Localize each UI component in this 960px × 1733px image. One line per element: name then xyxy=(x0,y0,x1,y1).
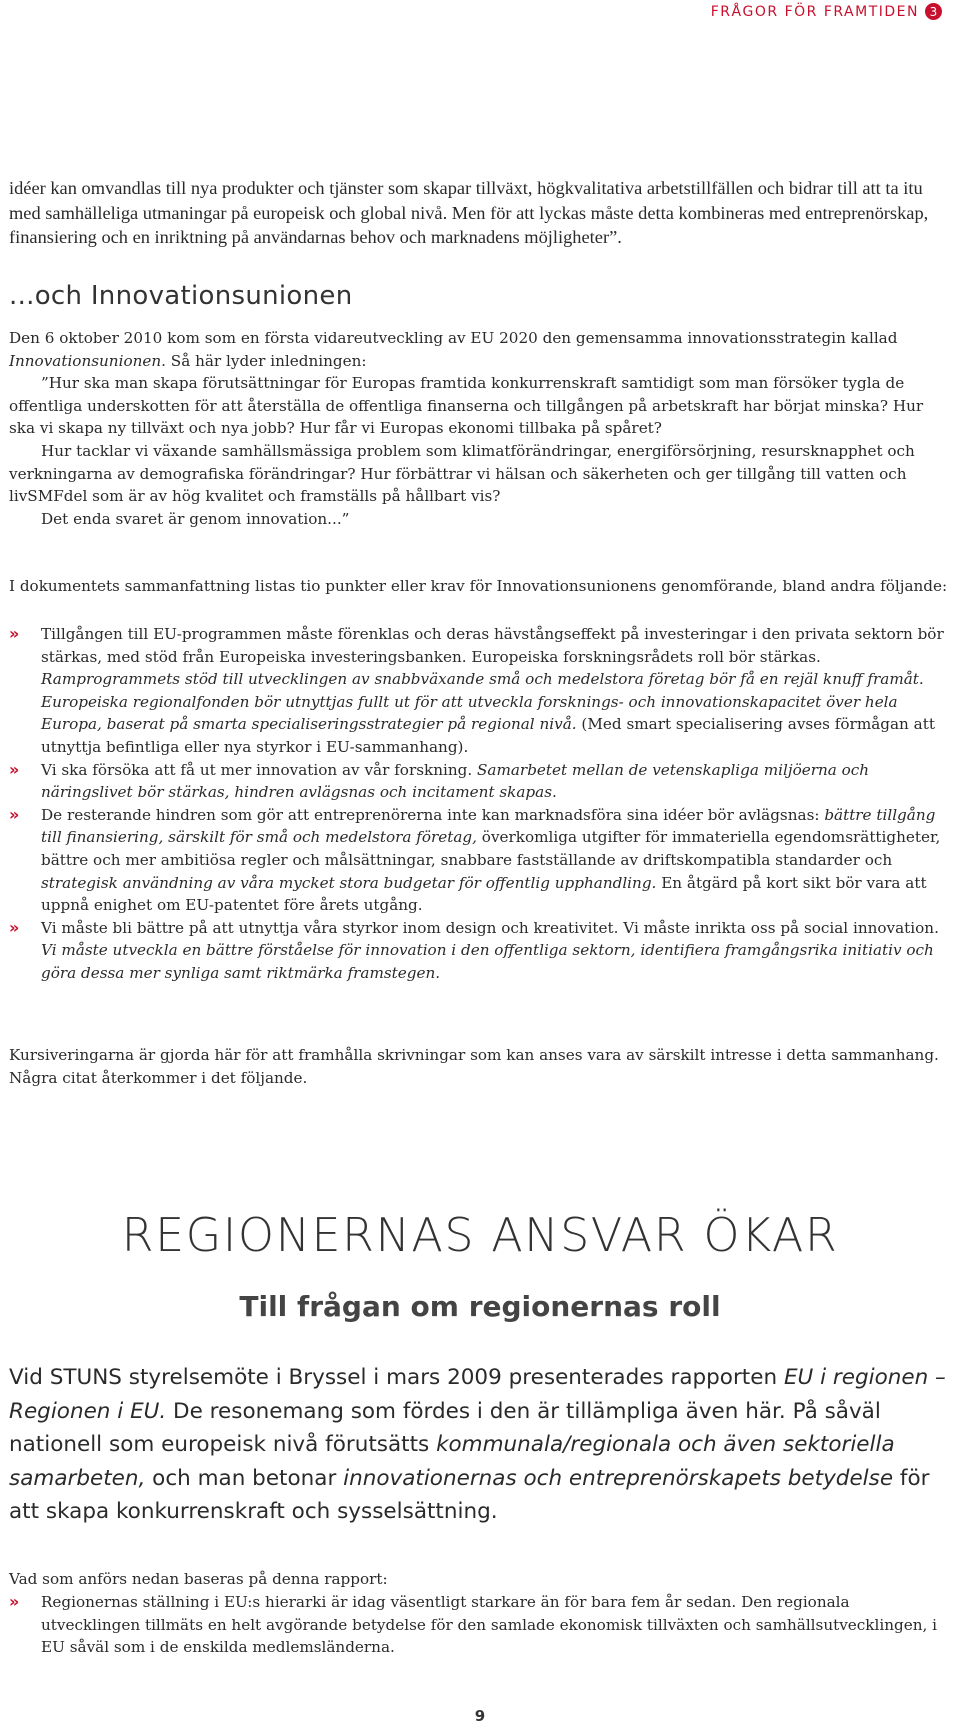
summary-paragraph: I dokumentets sammanfattning listas tio punkter eller krav för Innovationsunionens genomförande, bland andra följande: xyxy=(9,577,948,595)
bullet-chevron-icon: » xyxy=(9,759,20,779)
bullet-text: De resterande hindren som gör att entreprenörerna inte kan marknadsföra sina idéer bör avlägsnas: xyxy=(41,805,825,824)
italics-note: Kursiveringarna är gjorda här för att framhålla skrivningar som kan anses vara av särskilt intresse i detta sammanhang. Några citat återkommer i det följande. xyxy=(9,1046,939,1087)
innovation-bullet-list xyxy=(9,623,951,985)
bullet-text: Vi ska försöka att få ut mer innovation av vår forskning. xyxy=(41,760,478,779)
lead-paragraph xyxy=(9,1361,951,1529)
bullet-italic-text: strategisk användning av våra mycket stora budgetar för offentlig upphandling. xyxy=(41,873,657,892)
running-head-label: FRÅGOR FÖR FRAMTIDEN xyxy=(710,3,919,20)
lead-italic-report-title: EU i regionen – Regionen i EU. xyxy=(9,1365,946,1424)
section-subtitle: Till frågan om regionernas roll xyxy=(239,1290,721,1323)
list-item xyxy=(9,1591,951,1659)
intro-paragraph: idéer kan omvandlas till nya produkter och tjänster som skapar tillväxt, högkvalitativa arbetstillfällen och bidrar till att ta itu med samhälleliga utmaningar på europeisk och global nivå. Men för att lyckas måste detta kombineras med entreprenörskap, finansiering och en inriktning på användarnas behov och marknadens möjligheter”. xyxy=(9,178,929,247)
lead-text-a: Vid STUNS styrelsemöte i Bryssel i mars 2009 presenterades rapporten xyxy=(9,1365,784,1390)
bullet-text: En åtgärd på kort sikt bör vara att uppnå enighet om EU-patentet före årets utgång. xyxy=(41,873,927,915)
bullet-italic-text: Samarbetet mellan de vetenskapliga miljöerna och näringslivet bör stärkas, hindren avlägsnas och incitament skapas. xyxy=(41,760,870,802)
lead-text xyxy=(9,1361,951,1529)
bullet-text: Tillgången till EU-programmen måste förenklas och deras hävstångseffekt på investeringar i den privata sektorn bör stärkas, med stöd från Europeiska investeringsbanken. Europeiska forskningsrådets roll bör stärkas. xyxy=(41,625,944,666)
section-title-regionernas: REGIONERNAS ANSVAR ÖKAR xyxy=(121,1208,839,1262)
bullet-text: (Med smart specialisering avses förmågan att utnyttja befintliga eller nya styrkor i EU-sammanhang). xyxy=(41,715,935,756)
bullet-text: Regionernas ställning i EU:s hierarki är idag väsentligt starkare än för bara fem år sedan. Den regionala utvecklingen tillmäts en helt avgörande betydelse för den samlade ekonomisk tillväxten och samhällsutvecklingen, i EU såväl som i de enskilda medlemsländerna. xyxy=(41,1593,937,1657)
p1-text-b: Så här lyder inledningen: xyxy=(165,351,367,370)
bullet-italic-text: Ramprogrammets stöd till utvecklingen av snabbväxande små och medelstora företag bör få en rejäl knuff framåt. Europeiska regionalfonden bör utnyttjas fullt ut för att utveckla forsknings- och innovationskapacitet över hela Europa, baserat på smarta specialiseringsstrategier på regional nivå. xyxy=(41,670,924,734)
list-item xyxy=(9,623,951,759)
p1-italic: Innovationsunionen. xyxy=(9,351,166,370)
list-item xyxy=(9,804,951,917)
lead-text-d: för att skapa konkurrenskraft och sysselsättning. xyxy=(9,1465,930,1524)
page-number: 9 xyxy=(474,1707,486,1725)
bullet-chevron-icon: » xyxy=(9,917,20,937)
bullet-italic-text: bättre tillgång till finansiering, särskilt för små och medelstora företag, xyxy=(41,805,936,847)
lead-text-b: De resonemang som fördes i den är tillämpliga även här. På såväl nationell som europeisk nivå förutsätts xyxy=(9,1398,881,1457)
section-heading-innovationsunionen: ...och Innovationsunionen xyxy=(9,281,353,311)
quote-paragraph-1: ”Hur ska man skapa förutsättningar för Europas framtida konkurrenskraft samtidigt som man försöker tygla de offentliga underskotten för att återställa de offentliga finanserna och tillgången på arbetskraft har börjat minska? Hur ska vi skapa ny tillväxt och nya jobb? Hur får vi Europas ekonomi tillbaka på spåret? xyxy=(9,374,924,438)
quote-paragraph-3: Det enda svaret är genom innovation...” xyxy=(41,509,350,528)
intro-paragraph-innovation xyxy=(9,327,951,372)
bullet-italic-text: Vi måste utveckla en bättre förståelse för innovation i den offentliga sektorn, identifiera framgångsrika initiativ och göra dessa mer synliga samt riktmärka framstegen. xyxy=(41,941,934,982)
bullet-chevron-icon: » xyxy=(9,1592,20,1611)
bullet-text: Vi måste bli bättre på att utnyttja våra styrkor inom design och kreativitet. Vi måste inrikta oss på social innovation. xyxy=(41,918,939,937)
p1-text-a: Den 6 oktober 2010 kom som en första vidareutveckling av EU 2020 den gemensamma innovationsstrategin kallad xyxy=(9,329,898,347)
lead-text-c: och man betonar xyxy=(145,1465,344,1491)
region-bullet-list xyxy=(9,1591,951,1659)
lead-italic-2: kommunala/regionala och även sektoriella samarbeten, xyxy=(9,1432,895,1491)
quote-paragraph-2: Hur tacklar vi växande samhällsmässiga problem som klimatförändringar, energiförsörjning, resursknapphet och verkningarna av demografiska förändringar? Hur förbättrar vi hälsan och säkerheten och ger tillgång till vatten och livSMFdel som är av hög kvalitet och framställs på hållbart vis? xyxy=(9,441,915,506)
lead-italic-3: innovationernas och entreprenörskapets betydelse xyxy=(343,1465,894,1491)
list-item xyxy=(9,917,951,985)
bullet-chevron-icon: » xyxy=(9,804,20,824)
list-item xyxy=(9,759,951,804)
innovationsunionen-text xyxy=(9,327,951,530)
running-head xyxy=(711,3,942,20)
bullet-chevron-icon: » xyxy=(9,624,20,643)
rapport-intro: Vad som anförs nedan baseras på denna rapport: xyxy=(9,1570,388,1588)
chapter-number-badge: 3 xyxy=(925,3,942,20)
bullet-text: överkomliga utgifter för immateriella egendomsrättigheter, bättre och mer ambitiösa regler och målsättningar, snabbare fastställande av driftskompatibla standarder och xyxy=(41,828,941,869)
